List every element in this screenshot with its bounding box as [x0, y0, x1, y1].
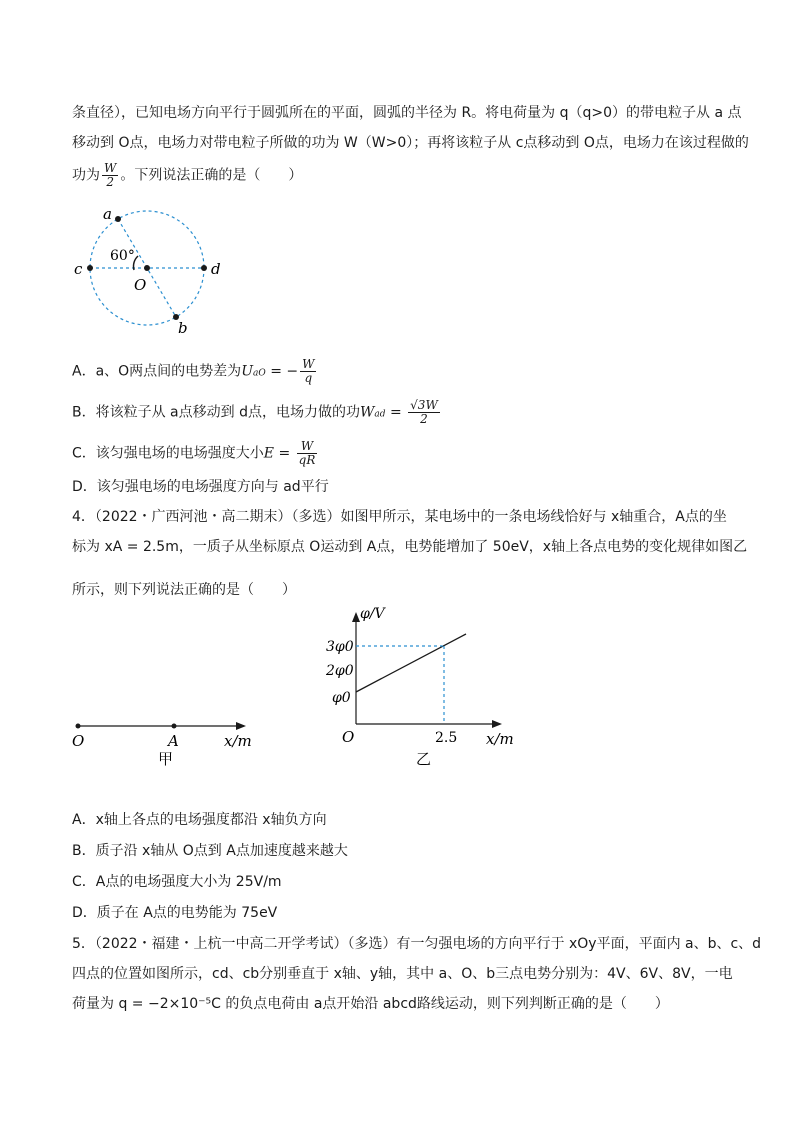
q3-line2: 移动到 O点，电场力对带电粒子所做的功为 W（W>0）；再将该粒子从 c点移动到 O点，电场力在该过程做的 [72, 135, 749, 151]
q3-line3: 功为 $\frac{W}{2}$ 。下列说法正确的是（ ） [72, 161, 303, 189]
jia-origin: O [72, 732, 85, 750]
q4-line3: 所示，则下列说法正确的是（ ） [72, 582, 296, 598]
label-a: a [103, 205, 112, 223]
yi-y-tick-2: 2φ0 [326, 663, 354, 679]
figure-yi [320, 604, 530, 772]
label-d: d [211, 260, 221, 278]
fraction-w-over-2: $\frac{W}{2}$ [104, 161, 117, 189]
q3-option-c: C．该匀强电场的电场强度大小E = $\frac{W}{qR}$ [72, 439, 316, 467]
q5-line1: 5．（2022・福建・上杭一中高二开学考试）（多选）有一匀强电场的方向平行于 xOy平面，平面内 a、b、c、d [72, 936, 762, 952]
angle-label: 60° [110, 248, 135, 264]
yi-y-tick-3: 3φ0 [326, 639, 354, 655]
q4-line1: 4．（2022・广西河池・高二期末）（多选）如图甲所示，某电场中的一条电场线恰好与 x轴重合，A点的坐 [72, 509, 727, 525]
q4-option-d: D．质子在 A点的电势能为 75eV [72, 905, 278, 921]
q3-option-b: B．将该粒子从 a点移动到 d点，电场力做的功Wad = $\frac{√3W}{2}$ [72, 398, 438, 426]
q4-option-b: B．质子沿 x轴从 O点到 A点加速度越来越大 [72, 843, 348, 859]
q3-line1: 条直径），已知电场方向平行于圆弧所在的平面，圆弧的半径为 R。将电荷量为 q（q>0）的带电粒子从 a 点 [72, 105, 742, 121]
q4-option-c: C．A点的电场强度大小为 25V/m [72, 874, 282, 890]
q5-line3: 荷量为 q = −2×10⁻⁵C 的负点电荷由 a点开始沿 abcd路线运动，则下列判断正确的是（ ） [72, 996, 669, 1012]
yi-y-label: φ/V [360, 606, 385, 622]
yi-x-tick: 2.5 [435, 730, 458, 746]
jia-point-a: A [168, 732, 179, 750]
yi-y-tick-1: φ0 [332, 690, 351, 706]
q3-option-a: A．a、O两点间的电势差为UaO = − $\frac{W}{q}$ [72, 357, 315, 385]
q4-option-a: A．x轴上各点的电场强度都沿 x轴负方向 [72, 812, 327, 828]
jia-x-label: x/m [224, 732, 252, 750]
yi-caption: 乙 [416, 750, 432, 768]
label-o: O [134, 276, 147, 294]
q4-line2: 标为 xA = 2.5m，一质子从坐标原点 O运动到 A点，电势能增加了 50eV，x轴上各点电势的变化规律如图乙 [72, 539, 748, 555]
yi-x-label: x/m [486, 730, 514, 748]
label-c: c [74, 260, 83, 278]
q3-option-d: D．该匀强电场的电场强度方向与 ad平行 [72, 479, 329, 495]
yi-origin: O [342, 728, 355, 746]
q5-line2: 四点的位置如图所示，cd、cb分别垂直于 x轴、y轴，其中 a、O、b三点电势分别为：4V、6V、8V，一电 [72, 966, 733, 982]
figure-jia [66, 710, 266, 770]
circle-figure [70, 200, 230, 340]
jia-caption: 甲 [158, 750, 174, 768]
label-b: b [178, 319, 188, 337]
